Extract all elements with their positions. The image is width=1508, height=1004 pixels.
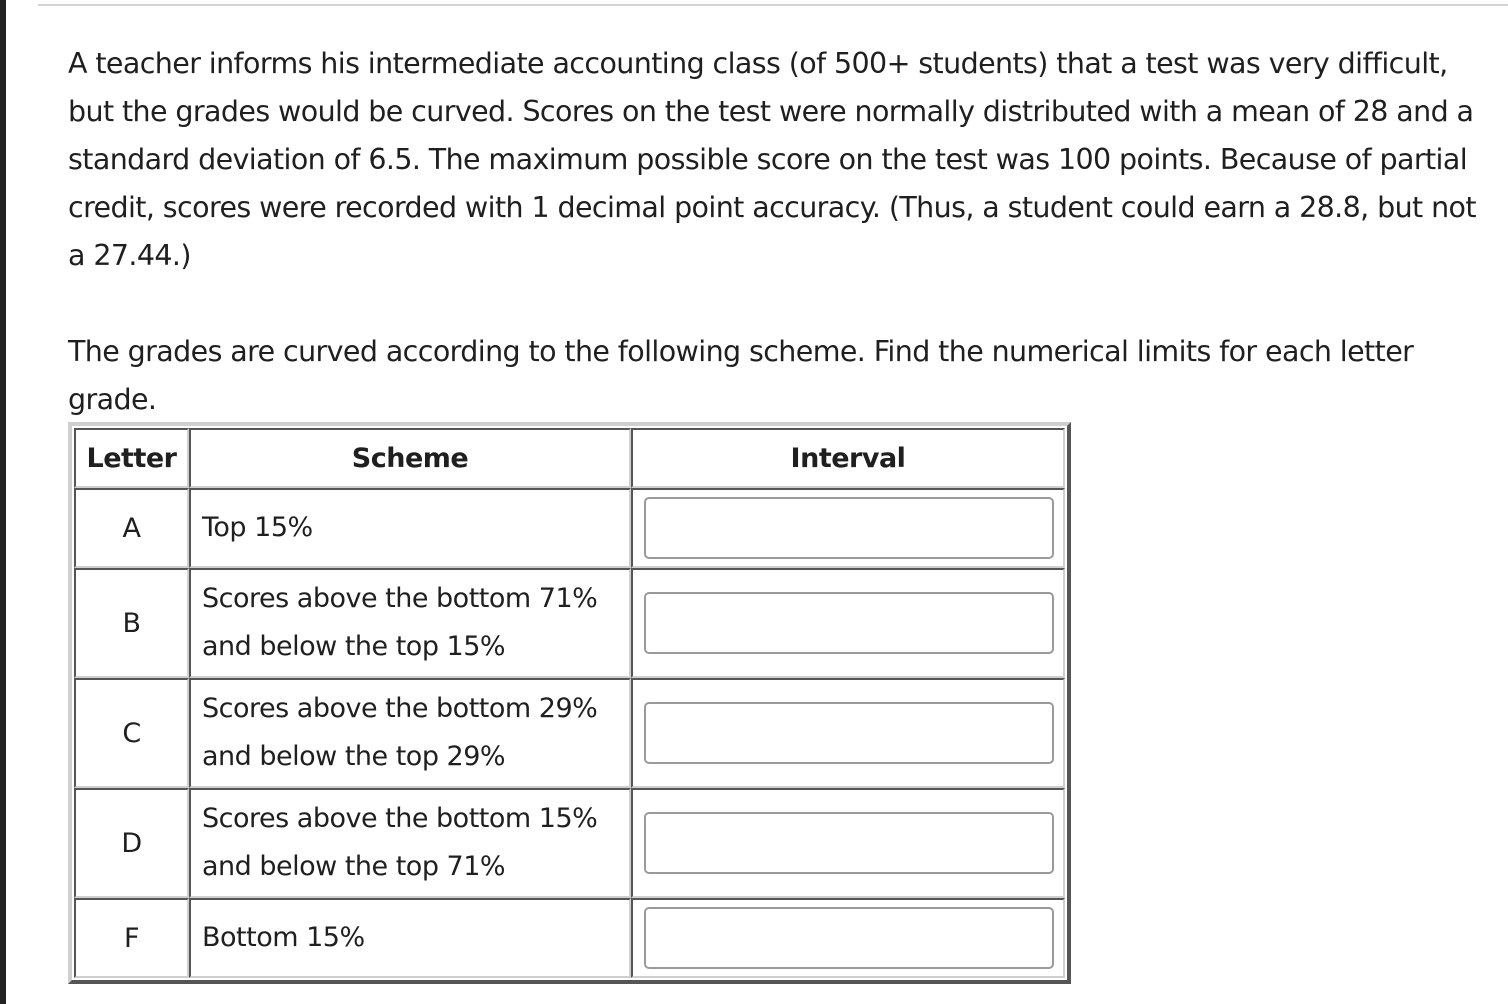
table-row <box>74 788 1065 898</box>
letter-grade: C <box>74 678 189 788</box>
top-divider <box>38 4 1508 6</box>
header-scheme: Scheme <box>189 428 631 488</box>
problem-statement <box>68 40 1478 424</box>
scheme-line: Scores above the bottom 29% <box>202 693 598 724</box>
problem-paragraph-2: The grades are curved according to the following scheme. Find the numerical limits for each letter grade. <box>68 335 1414 416</box>
scheme-line: Top 15% <box>202 512 313 543</box>
scheme-description <box>189 898 631 978</box>
letter-grade: F <box>74 898 189 978</box>
problem-paragraph-1: A teacher informs his intermediate accounting class (of 500+ students) that a test was very difficult, but the grades would be curved. Scores on the test were normally distributed with a mean of 28 and a standard deviation of 6.5. The maximum possible score on the test was 100 points. Because of partial credit, scores were recorded with 1 decimal point accuracy. (Thus, a student could earn a 28.8, but not a 27.44.) <box>68 47 1476 272</box>
scheme-description <box>189 488 631 568</box>
interval-cell <box>631 678 1065 788</box>
grade-scheme-table <box>68 422 1071 984</box>
interval-cell <box>631 488 1065 568</box>
scheme-line: and below the top 29% <box>202 741 506 772</box>
interval-cell <box>631 568 1065 678</box>
interval-input-f[interactable] <box>644 907 1054 969</box>
scheme-description <box>189 568 631 678</box>
table-row <box>74 678 1065 788</box>
header-letter: Letter <box>74 428 189 488</box>
interval-cell <box>631 898 1065 978</box>
interval-input-d[interactable] <box>644 812 1054 874</box>
scheme-line: Bottom 15% <box>202 922 365 953</box>
scheme-description <box>189 678 631 788</box>
scheme-line: and below the top 71% <box>202 851 506 882</box>
scheme-line: Scores above the bottom 15% <box>202 803 598 834</box>
table-row <box>74 568 1065 678</box>
scheme-description <box>189 788 631 898</box>
table-row <box>74 488 1065 568</box>
letter-grade: B <box>74 568 189 678</box>
scheme-line: Scores above the bottom 71% <box>202 583 598 614</box>
interval-input-b[interactable] <box>644 592 1054 654</box>
window-left-edge <box>0 0 6 1004</box>
interval-input-c[interactable] <box>644 702 1054 764</box>
table-header-row <box>74 428 1065 488</box>
table-row <box>74 898 1065 978</box>
interval-input-a[interactable] <box>644 497 1054 559</box>
interval-cell <box>631 788 1065 898</box>
letter-grade: D <box>74 788 189 898</box>
header-interval: Interval <box>631 428 1065 488</box>
letter-grade: A <box>74 488 189 568</box>
scheme-line: and below the top 15% <box>202 631 506 662</box>
